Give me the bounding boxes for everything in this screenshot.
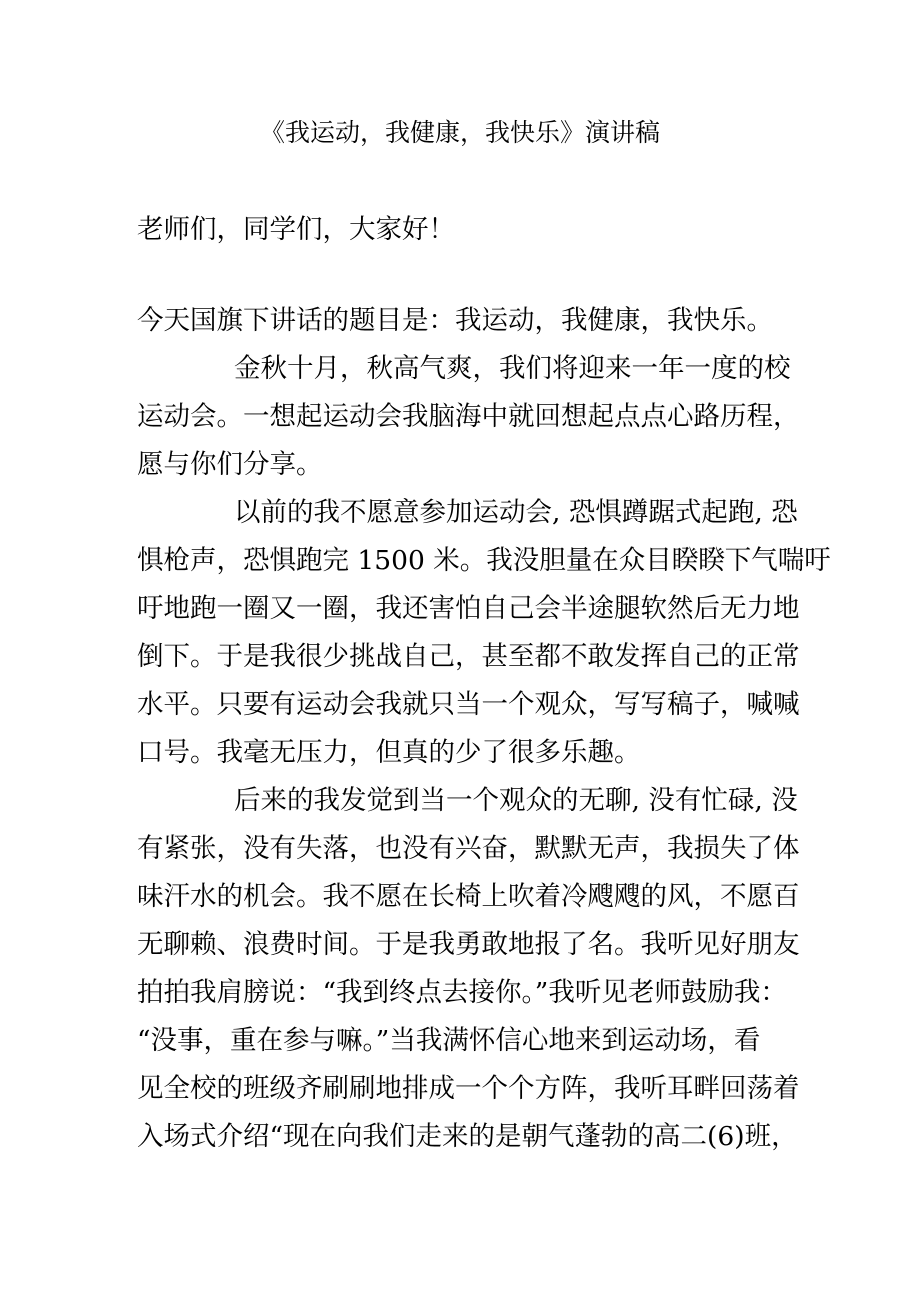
intro-line: 今天国旗下讲话的题目是：我运动，我健康，我快乐。 — [137, 305, 773, 336]
paragraph-2-line-1: 以前的我不愿意参加运动会, 恐惧蹲踞式起跑, 恐 — [234, 497, 798, 528]
paragraph-3-line-8: 入场式介绍“现在向我们走来的是朝气蓬勃的高二(6)班， — [137, 1121, 798, 1152]
body-text — [137, 297, 831, 1161]
paragraph-1-line-3: 愿与你们分享。 — [137, 449, 323, 480]
paragraph-1-line-2: 运动会。一想起运动会我脑海中就回想起点点心路历程， — [137, 401, 800, 432]
paragraph-1-line-1: 金秋十月，秋高气爽，我们将迎来一年一度的校 — [234, 353, 791, 384]
paragraph-2-line-4: 倒下。于是我很少挑战自己，甚至都不敢发挥自己的正常 — [137, 641, 800, 672]
paragraph-2-line-2: 惧枪声，恐惧跑完 1500 米。我没胆量在众目睽睽下气喘吁 — [137, 545, 831, 576]
paragraph-3-line-6: “没事，重在参与嘛。”当我满怀信心地来到运动场，看 — [137, 1025, 761, 1056]
paragraph-3-line-2: 有紧张，没有失落，也没有兴奋，默默无声，我损失了体 — [137, 833, 800, 864]
salutation: 老师们，同学们，大家好！ — [137, 214, 455, 245]
paragraph-3-line-7: 见全校的班级齐刷刷地排成一个个方阵，我听耳畔回荡着 — [137, 1073, 800, 1104]
paragraph-3-line-5: 拍拍我肩膀说：“我到终点去接你。”我听见老师鼓励我： — [137, 977, 787, 1008]
document-title: 《我运动，我健康，我快乐》演讲稿 — [259, 118, 660, 147]
paragraph-2-line-5: 水平。只要有运动会我就只当一个观众，写写稿子，喊喊 — [137, 689, 800, 720]
paragraph-3-line-1: 后来的我发觉到当一个观众的无聊, 没有忙碌, 没 — [234, 785, 798, 816]
paragraph-3-line-3: 味汗水的机会。我不愿在长椅上吹着冷飕飕的风，不愿百 — [137, 881, 800, 912]
paragraph-2-line-6: 口号。我毫无压力，但真的少了很多乐趣。 — [137, 737, 641, 768]
paragraph-2-line-3: 吁地跑一圈又一圈，我还害怕自己会半途腿软然后无力地 — [137, 593, 800, 624]
paragraph-3-line-4: 无聊赖、浪费时间。于是我勇敢地报了名。我听见好朋友 — [137, 929, 800, 960]
